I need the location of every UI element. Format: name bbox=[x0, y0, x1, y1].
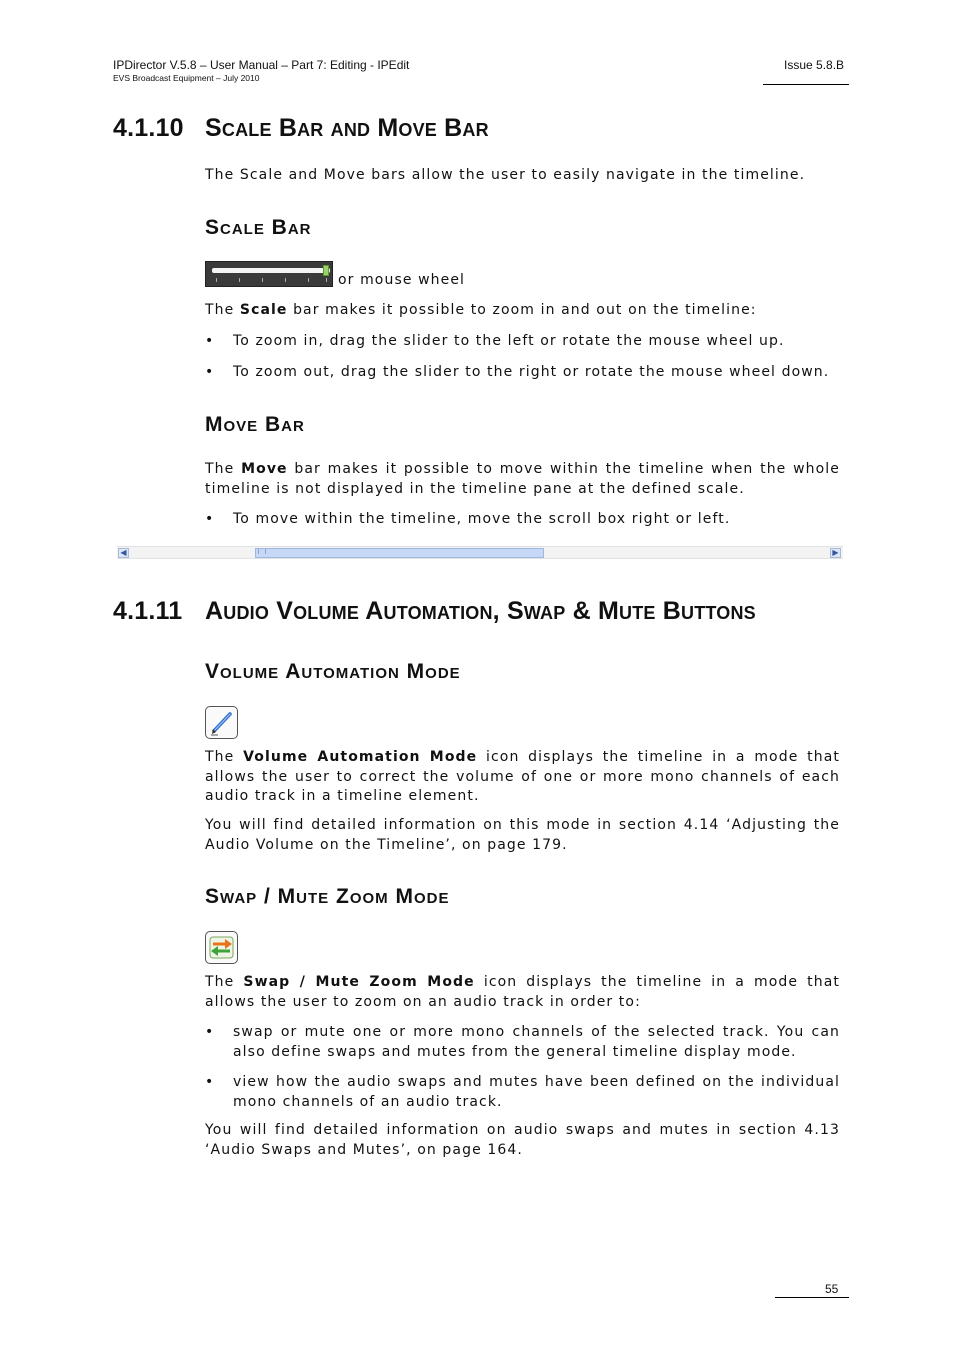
scroll-right-arrow-icon: ▶ bbox=[830, 548, 841, 558]
section-heading-4-1-10 bbox=[113, 114, 489, 143]
page-number: 55 bbox=[825, 1282, 839, 1296]
swap-arrows-icon bbox=[205, 931, 238, 964]
footer-rule bbox=[775, 1297, 849, 1298]
document-subtitle: EVS Broadcast Equipment – July 2010 bbox=[113, 73, 260, 83]
bullet-icon: • bbox=[205, 333, 215, 349]
section-number: 4.1.11 bbox=[113, 597, 183, 625]
scale-bar-image bbox=[205, 261, 333, 287]
section-number: 4.1.10 bbox=[113, 114, 184, 142]
bullet-icon: • bbox=[205, 1074, 215, 1090]
scale-tick bbox=[262, 278, 263, 282]
scale-tick bbox=[285, 278, 286, 282]
volume-mode-description: The Volume Automation Mode icon displays the timeline in a mode that allows the user to correct the volume of one or more mono channels of each audio track in a timeline element. bbox=[205, 749, 841, 804]
pen-edit-icon bbox=[205, 706, 238, 739]
section-intro: The Scale and Move bars allow the user to easily navigate in the timeline. bbox=[205, 167, 806, 183]
move-bar-description: The Move bar makes it possible to move within the timeline when the whole timeline is not displayed in the timeline pane at the defined scale. bbox=[205, 461, 840, 497]
volume-mode-heading: Volume Automation Mode bbox=[205, 660, 461, 683]
header-rule bbox=[763, 84, 849, 85]
scroll-box bbox=[255, 548, 544, 558]
scale-tick bbox=[216, 278, 217, 282]
scroll-left-arrow-icon: ◀ bbox=[118, 548, 129, 558]
swap-mode-more-info: You will find detailed information on audio swaps and mutes in section 4.13 ‘Audio Swaps and Mutes’, on page 164. bbox=[205, 1122, 840, 1158]
swap-mode-description: The Swap / Mute Zoom Mode icon displays the timeline in a mode that allows the user to zoom on an audio track in order to: bbox=[205, 974, 841, 1010]
volume-mode-more-info: You will find detailed information on this mode in section 4.14 ‘Adjusting the Audio Volume on the Timeline’, on page 179. bbox=[205, 817, 840, 853]
scale-tick bbox=[239, 278, 240, 282]
scale-tick bbox=[326, 278, 327, 282]
section-title: Scale Bar and Move Bar bbox=[205, 114, 489, 142]
bullet-icon: • bbox=[205, 511, 215, 527]
section-heading-4-1-11 bbox=[113, 597, 756, 626]
document-title: IPDirector V.5.8 – User Manual – Part 7: Editing - IPEdit bbox=[113, 58, 410, 72]
section-title: Audio Volume Automation, Swap & Mute Buttons bbox=[205, 597, 756, 625]
swap-mode-heading: Swap / Mute Zoom Mode bbox=[205, 885, 450, 908]
scroll-grip-icon bbox=[258, 549, 266, 554]
scale-tick bbox=[308, 278, 309, 282]
move-bar-image bbox=[117, 546, 843, 559]
issue-label: Issue 5.8.B bbox=[784, 58, 845, 72]
scale-bar-caption: or mouse wheel bbox=[338, 272, 466, 288]
move-bar-heading: Move Bar bbox=[205, 413, 305, 436]
scale-bar-description: The Scale bar makes it possible to zoom in and out on the timeline: bbox=[205, 302, 757, 318]
scale-slider-handle bbox=[323, 265, 329, 276]
scale-bar-heading: Scale Bar bbox=[205, 216, 312, 239]
scale-slider-track bbox=[212, 268, 330, 273]
bullet-icon: • bbox=[205, 364, 215, 380]
bullet-icon: • bbox=[205, 1024, 215, 1040]
